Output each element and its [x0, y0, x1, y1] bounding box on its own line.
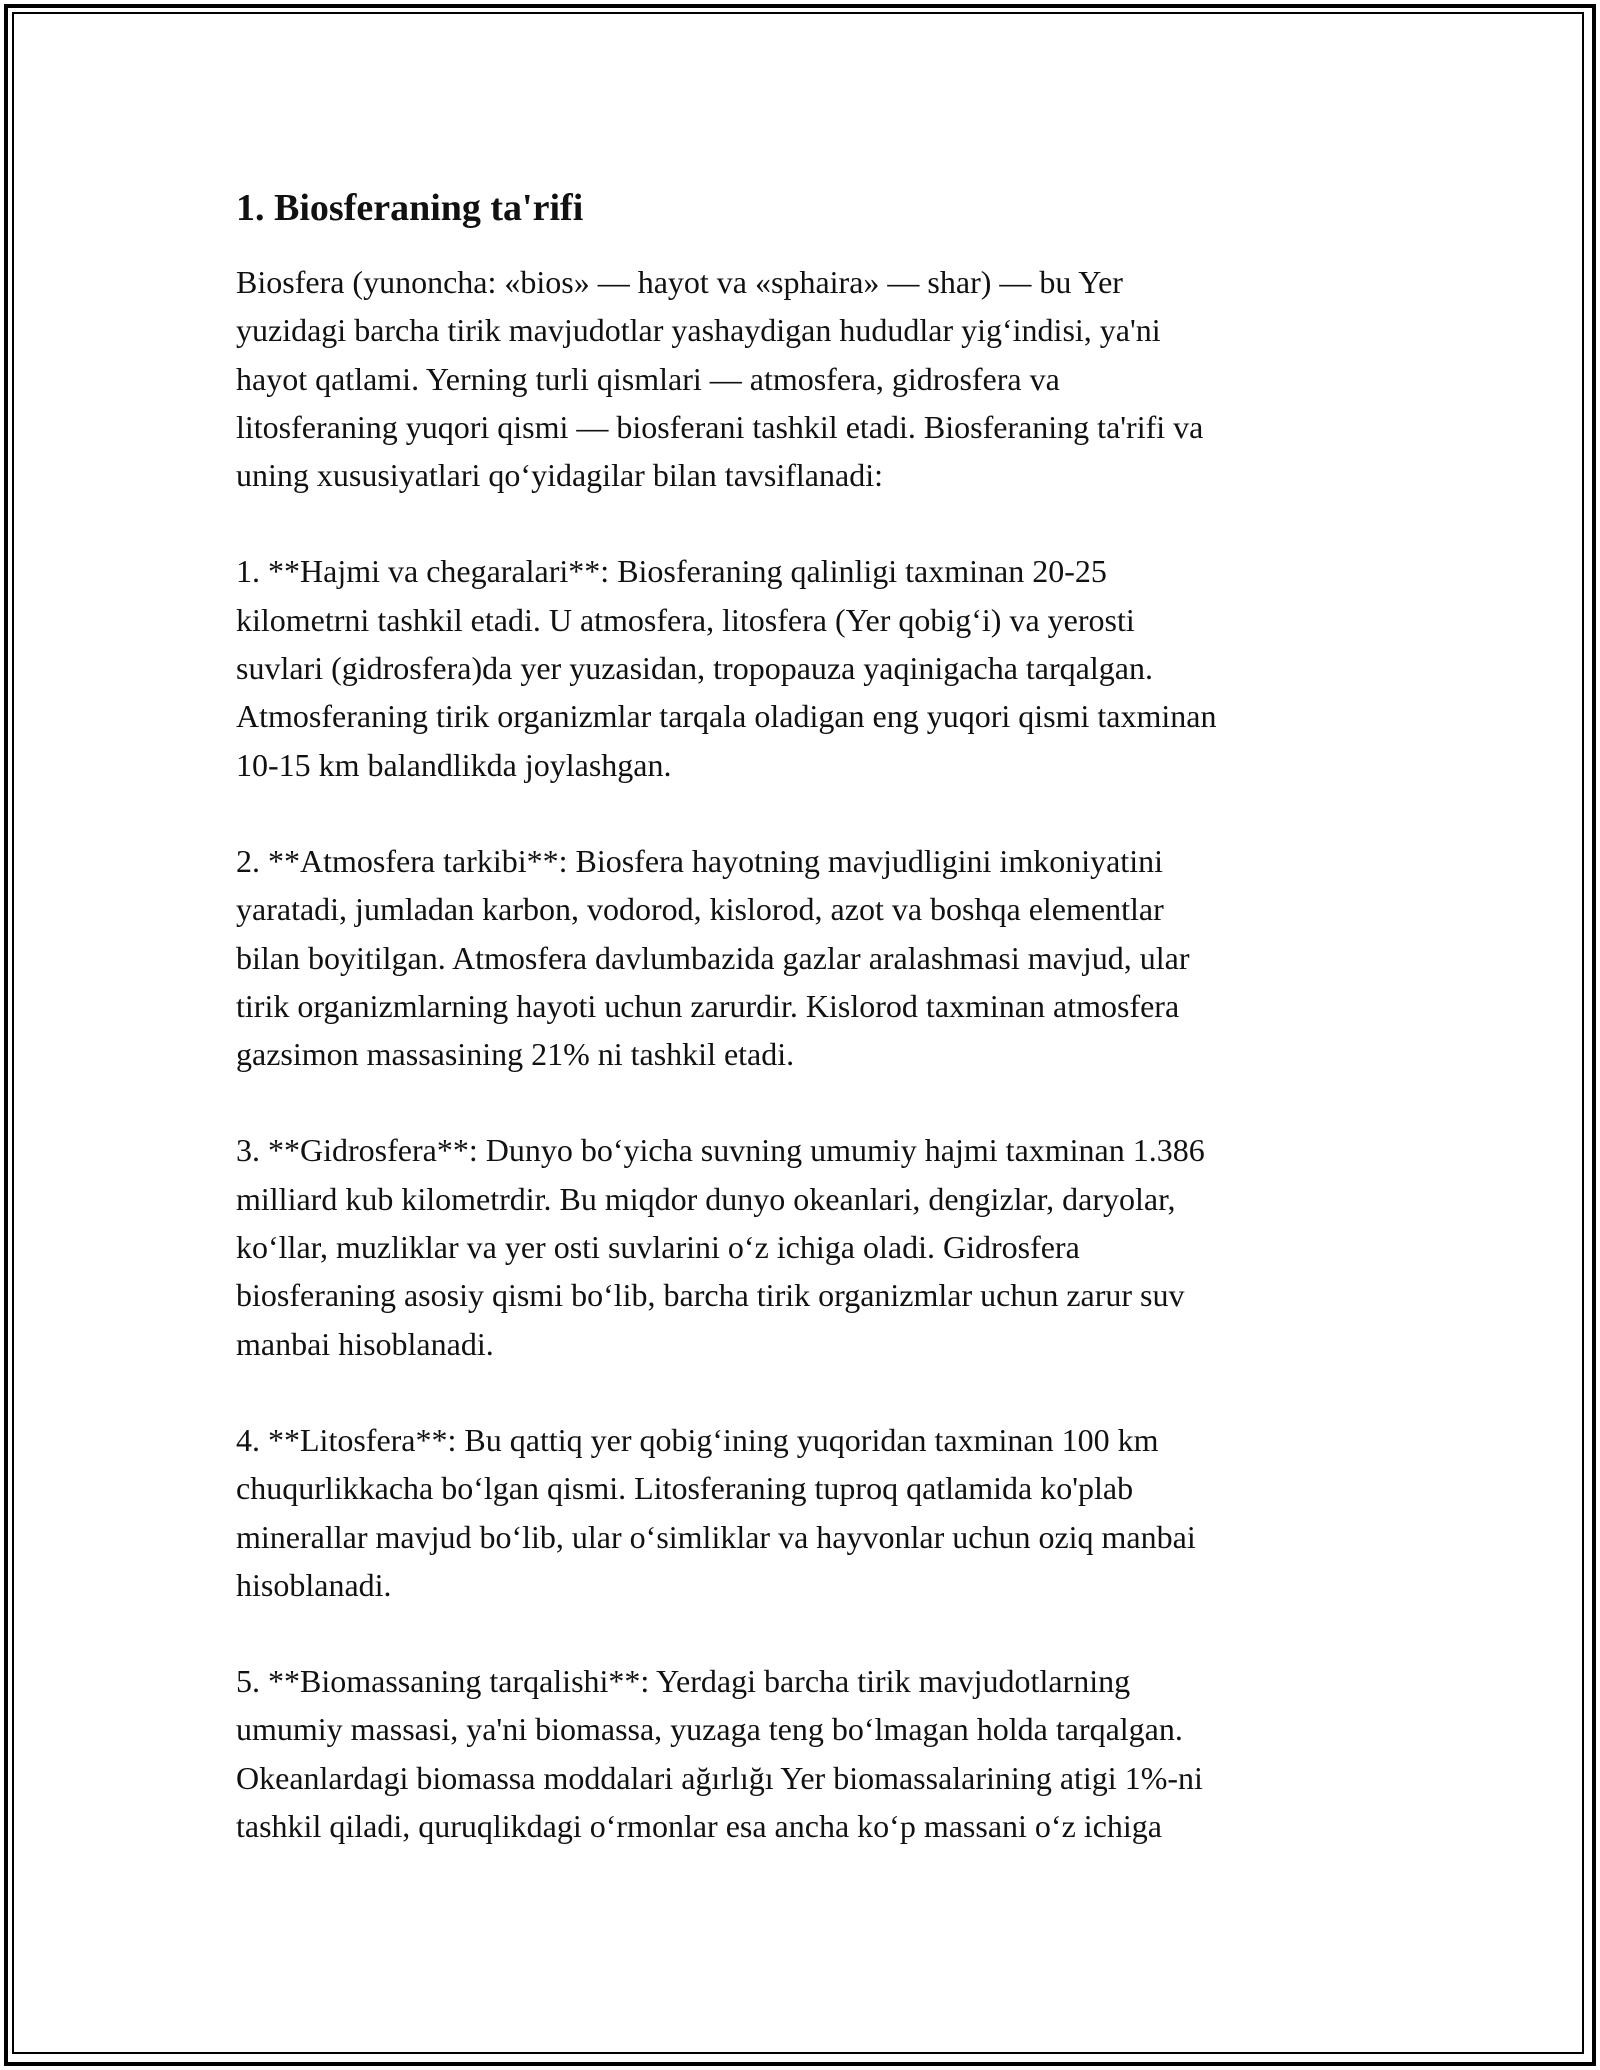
paragraph-atmosfera: 2. **Atmosfera tarkibi**: Biosfera hayotning mavjudligini imkoniyatini yaratadi, jumladan karbon, vodorod, kislorod, azot va boshqa elementlar bilan boyitilgan. Atmosfera davlumbazida gazlar aralashmasi mavjud, ular tirik organizmlarning hayoti uchun zarurdir. Kislorod taxminan atmosfera gazsimon massasining 21% ni tashkil etadi.: [236, 842, 1190, 1073]
paragraph-litosfera: 4. **Litosfera**: Bu qattiq yer qobig‘ining yuqoridan taxminan 100 km chuqurlikkacha bo‘lgan qismi. Litosferaning tuproq qatlamida ko'plab minerallar mavjud bo‘lib, ular o‘simliklar va hayvonlar uchun oziq manbai hisoblanadi.: [236, 1421, 1196, 1603]
document-body: [236, 184, 1376, 1898]
paragraph-biomassa: 5. **Biomassaning tarqalishi**: Yerdagi barcha tirik mavjudotlarning umumiy massasi, ya'ni biomassa, yuzaga teng bo‘lmagan holda tarqalgan. Okeanlardagi biomassa moddalari ağırlığı Yer biomassalarining atigi 1%-ni tashkil qiladi, quruqlikdagi o‘rmonlar esa ancha ko‘p massani o‘z ichiga: [236, 1663, 1203, 1845]
paragraph-gidrosfera: 3. **Gidrosfera**: Dunyo bo‘yicha suvning umumiy hajmi taxminan 1.386 milliard kub kilometrdir. Bu miqdor dunyo okeanlari, dengizlar, daryolar, ko‘llar, muzliklar va yer osti suvlarini o‘z ichiga oladi. Gidrosfera biosferaning asosiy qismi bo‘lib, barcha tirik organizmlar uchun zarur suv manbai hisoblanadi.: [236, 1132, 1205, 1362]
intro-paragraph: Biosfera (yunoncha: «bios» — hayot va «sphaira» — shar) — bu Yer yuzidagi barcha tirik mavjudotlar yashaydigan hududlar yig‘indisi, ya'ni hayot qatlami. Yerning turli qismlari — atmosfera, gidrosfera va litosferaning yuqori qismi — biosferani tashkil etadi. Biosferaning ta'rifi va uning xususiyatlari qo‘yidagilar bilan tavsiflanadi:: [236, 264, 1204, 494]
paragraph-hajmi: 1. **Hajmi va chegaralari**: Biosferaning qalinligi taxminan 20-25 kilometrni tashkil etadi. U atmosfera, litosfera (Yer qobig‘i) va yerosti suvlari (gidrosfera)da yer yuzasidan, tropopauza yaqinigacha tarqalgan. Atmosferaning tirik organizmlar tarqala oladigan eng yuqori qismi taxminan 10-15 km balandlikda joylashgan.: [236, 553, 1217, 783]
section-heading: 1. Biosferaning ta'rifi: [236, 187, 584, 229]
